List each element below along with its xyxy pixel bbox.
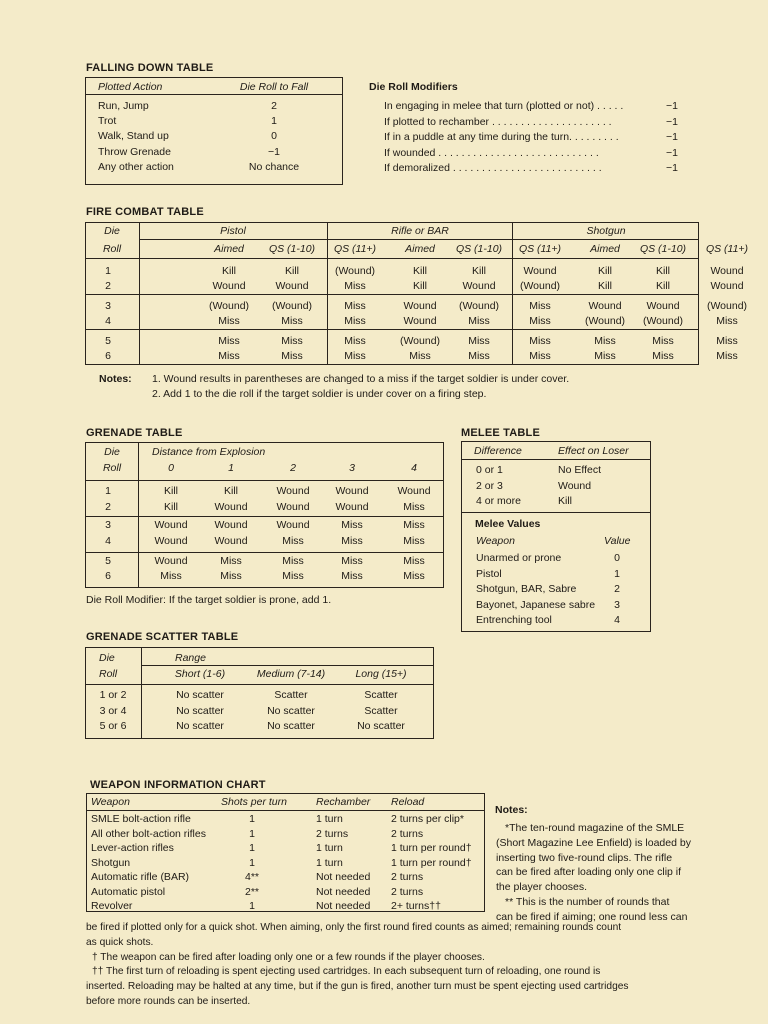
falling-table	[85, 77, 343, 185]
modifier-value: −1	[666, 115, 678, 128]
weapon-rechamber: 1 turn	[316, 856, 343, 869]
falling-row-roll: −1	[268, 145, 280, 158]
fire-cell: (Wound)	[458, 300, 500, 312]
melee-value-number: 2	[614, 583, 620, 595]
fire-row-die: 1	[105, 265, 111, 277]
grenade-col-header: 1	[228, 462, 234, 474]
weapon-footnote-line: inserted. Reloading may be halted at any time, but if the gun is fired, another turn must be spent ejecting used cartridges	[86, 981, 629, 993]
melee-header-difference: Difference	[474, 445, 522, 457]
weapon-footnote-line: before more rounds can be inserted.	[86, 996, 251, 1007]
weapon-note-line: can be fired after loading only one clip if	[496, 866, 682, 879]
scatter-cell: Scatter	[364, 704, 398, 717]
weapon-shots: 1	[249, 827, 255, 840]
fire-cell: Miss	[468, 335, 490, 347]
fire-cell: (Wound)	[208, 300, 250, 312]
grenade-col-header: 0	[168, 462, 174, 474]
fire-cell: Miss	[594, 335, 616, 347]
grenade-cell: Wound	[214, 535, 248, 547]
weapon-note-line: inserting two five-round clips. The rifle	[496, 851, 673, 864]
fire-cell: (Wound)	[334, 265, 376, 277]
grenade-cell: Miss	[282, 555, 304, 567]
weapon-chart	[86, 793, 485, 912]
grenade-col-header: 2	[290, 462, 296, 474]
weapon-name: Automatic pistol	[91, 885, 166, 898]
fire-notes-label: Notes:	[99, 373, 132, 385]
scatter-cell: No scatter	[176, 720, 224, 732]
grenade-cell: Wound	[214, 501, 248, 513]
falling-row-roll: 1	[271, 115, 277, 128]
weapon-shots: 1	[249, 842, 255, 854]
modifier-text: If in a puddle at any time during the turn. . . . . . . . .	[384, 131, 619, 143]
fire-cell: Kill	[284, 265, 300, 277]
scatter-cell: No scatter	[176, 689, 224, 701]
fire-cell: Wound	[523, 265, 557, 277]
fire-cell: Miss	[409, 350, 431, 362]
grenade-cell: Miss	[341, 570, 363, 582]
fire-sub-header: QS (1-10)	[639, 243, 687, 255]
weapon-name: Shotgun	[91, 856, 131, 869]
weapon-shots: 4**	[244, 871, 260, 883]
weapon-header: Reload	[391, 796, 425, 808]
fire-cell: Kill	[412, 280, 428, 292]
weapon-name: Automatic rifle (BAR)	[91, 871, 190, 883]
fire-cell: (Wound)	[399, 335, 441, 347]
weapon-header: Rechamber	[316, 796, 371, 808]
fire-combat-table	[85, 222, 749, 365]
scatter-col-header: Long (15+)	[355, 668, 407, 680]
melee-row-difference: 2 or 3	[476, 479, 503, 492]
fire-cell: Miss	[218, 335, 240, 347]
weapon-reload: 2 turns	[391, 885, 424, 898]
falling-row-action: Run, Jump	[98, 100, 149, 112]
grenade-col-header: 4	[411, 462, 417, 474]
weapon-shots: 1	[249, 813, 255, 825]
melee-table	[461, 441, 651, 632]
fire-sub-header: Aimed	[214, 243, 244, 255]
melee-row-effect: No Effect	[558, 464, 601, 476]
weapon-footnote-line: †† The first turn of reloading is spent ejecting used cartridges. In each subsequent turn of reloading, one round is	[92, 966, 601, 978]
grenade-cell: Miss	[403, 570, 425, 582]
scatter-cell: No scatter	[176, 704, 224, 717]
weapon-footnote-line: † The weapon can be fired after loading only one or a few rounds if the player chooses.	[92, 951, 485, 963]
fire-cell: Wound	[710, 280, 744, 292]
melee-value-weapon: Bayonet, Japanese sabre	[476, 598, 596, 611]
grenade-table	[85, 442, 444, 588]
scatter-cell: No scatter	[357, 720, 405, 732]
grenade-cell: Kill	[163, 501, 179, 513]
grenade-cell: Miss	[341, 519, 363, 531]
fire-sub-header: QS (11+)	[705, 243, 749, 255]
scatter-die-label: Die	[99, 652, 115, 664]
fire-row-die: 4	[105, 315, 111, 327]
weapon-footnote-line: be fired if plotted only for a quick shot. When aiming, only the first round fired counts as aimed; remaining rounds count	[86, 922, 622, 933]
weapon-note-line: *The ten-round magazine of the SMLE	[505, 822, 685, 834]
weapon-header: Weapon	[91, 796, 130, 808]
melee-value-number: 4	[614, 614, 620, 626]
weapon-rechamber: Not needed	[316, 885, 371, 898]
grenade-modifier: Die Roll Modifier: If the target soldier is prone, add 1.	[86, 594, 332, 606]
grenade-col-header: 3	[349, 462, 355, 474]
melee-values-title: Melee Values	[475, 518, 541, 530]
grenade-row-die: 1	[105, 485, 111, 497]
fire-cell: Miss	[652, 350, 674, 362]
melee-value-number: 1	[614, 567, 620, 580]
melee-row-difference: 0 or 1	[476, 464, 503, 476]
weapon-reload: 2 turns	[391, 871, 424, 883]
melee-value-weapon: Unarmed or prone	[476, 552, 562, 564]
grenade-cell: Wound	[154, 555, 188, 567]
fire-cell: Wound	[462, 280, 496, 292]
fire-cell: Kill	[597, 265, 613, 277]
scatter-range-label: Range	[175, 652, 206, 664]
fire-cell: Kill	[412, 265, 428, 277]
fire-cell: Kill	[597, 280, 613, 292]
weapon-shots: 1	[249, 900, 255, 912]
scatter-cell: No scatter	[267, 720, 315, 732]
weapon-reload: 2 turns per clip*	[391, 813, 464, 825]
grenade-distance-label: Distance from Explosion	[152, 446, 266, 458]
fire-die-label: Die	[104, 225, 120, 237]
melee-value-number: 0	[614, 552, 620, 564]
melee-value-weapon: Entrenching tool	[476, 614, 552, 626]
fire-cell: Miss	[218, 350, 240, 362]
grenade-roll-label: Roll	[102, 462, 122, 474]
grenade-row-die: 4	[105, 535, 111, 547]
melee-value-weapon: Shotgun, BAR, Sabre	[476, 583, 577, 595]
fire-cell: Miss	[218, 315, 240, 327]
modifier-text: In engaging in melee that turn (plotted or not) . . . . .	[384, 100, 624, 112]
grenade-cell: Wound	[154, 535, 188, 547]
fire-sub-header: Aimed	[590, 243, 620, 255]
grenade-cell: Wound	[154, 519, 188, 531]
modifier-text: If plotted to rechamber . . . . . . . . . . . . . . . . . . . . .	[384, 115, 612, 128]
fire-table-title: FIRE COMBAT TABLE	[86, 206, 204, 218]
melee-header-effect: Effect on Loser	[558, 445, 629, 457]
fire-cell: Wound	[275, 280, 309, 292]
grenade-cell: Miss	[403, 555, 425, 567]
weapon-note-line: can be fired if aiming; one round less can	[496, 910, 688, 923]
weapon-reload: 2 turns	[391, 827, 424, 840]
scatter-row-die: 1 or 2	[99, 689, 127, 701]
weapon-rechamber: Not needed	[316, 871, 371, 883]
fire-cell: Wound	[588, 300, 622, 312]
fire-cell: Miss	[344, 350, 366, 362]
grenade-row-die: 3	[105, 519, 111, 531]
grenade-cell: Miss	[220, 570, 242, 582]
fire-cell: Miss	[344, 315, 366, 327]
weapon-rechamber: 1 turn	[316, 813, 343, 825]
weapon-note-line: ** This is the number of rounds that	[505, 896, 670, 908]
falling-row-action: Any other action	[98, 160, 174, 173]
falling-row-action: Throw Grenade	[98, 145, 171, 158]
scatter-col-header: Medium (7-14)	[256, 668, 326, 680]
fire-cell: Wound	[403, 300, 437, 312]
fire-cell: Miss	[281, 335, 303, 347]
fire-cell: Wound	[710, 265, 744, 277]
modifier-text: If wounded . . . . . . . . . . . . . . . . . . . . . . . . . . . .	[384, 146, 599, 159]
fire-cell: Miss	[344, 280, 366, 292]
grenade-scatter-table	[85, 647, 434, 739]
weapon-note-line: (Short Magazine Lee Enfield) is loaded by	[496, 836, 691, 849]
weapon-name: Lever-action rifles	[91, 842, 174, 854]
weapon-footnote-line: as quick shots.	[86, 936, 154, 948]
weapon-notes-label: Notes:	[495, 804, 528, 816]
falling-row-roll: 0	[271, 130, 277, 143]
fire-cell: Miss	[529, 350, 551, 362]
weapon-reload: 2+ turns††	[391, 900, 441, 912]
grenade-cell: Kill	[223, 485, 239, 497]
grenade-die-label: Die	[104, 446, 120, 458]
weapon-chart-title: WEAPON INFORMATION CHART	[90, 779, 266, 791]
scatter-cell: Scatter	[274, 689, 308, 701]
fire-cell: (Wound)	[584, 315, 626, 327]
fire-cell: Miss	[716, 335, 738, 347]
fire-sub-header: QS (11+)	[333, 243, 377, 255]
grenade-cell: Wound	[335, 501, 369, 513]
falling-row-action: Trot	[98, 115, 117, 128]
grenade-row-die: 6	[105, 570, 111, 582]
modifier-text: If demoralized . . . . . . . . . . . . . . . . . . . . . . . . . .	[384, 162, 602, 174]
grenade-cell: Kill	[163, 485, 179, 497]
weapon-header: Shots per turn	[221, 796, 287, 808]
fire-note-1: 1. Wound results in parentheses are changed to a miss if the target soldier is under cover.	[152, 373, 570, 385]
fire-cell: Miss	[281, 350, 303, 362]
grenade-cell: Miss	[341, 535, 363, 547]
grenade-cell: Miss	[403, 519, 425, 531]
falling-table-title: FALLING DOWN TABLE	[86, 62, 214, 74]
grenade-cell: Wound	[276, 501, 310, 513]
fire-row-die: 5	[105, 335, 111, 347]
fire-sub-header: QS (1-10)	[455, 243, 503, 255]
fire-row-die: 2	[105, 280, 111, 292]
modifier-value: −1	[666, 162, 678, 174]
weapon-note-line: the player chooses.	[496, 881, 588, 894]
fire-cell: Miss	[529, 300, 551, 312]
grenade-cell: Miss	[220, 555, 242, 567]
weapon-name: SMLE bolt-action rifle	[91, 813, 191, 825]
weapon-shots: 1	[249, 856, 255, 869]
weapon-shots: 2**	[244, 885, 260, 898]
grenade-cell: Wound	[276, 485, 310, 497]
grenade-cell: Wound	[397, 485, 431, 497]
fire-cell: Miss	[716, 315, 738, 327]
grenade-cell: Wound	[214, 519, 248, 531]
fire-cell: Miss	[468, 315, 490, 327]
grenade-cell: Wound	[335, 485, 369, 497]
weapon-rechamber: 1 turn	[316, 842, 343, 854]
falling-row-roll: No chance	[248, 160, 300, 173]
falling-row-action: Walk, Stand up	[98, 130, 169, 143]
weapon-reload: 1 turn per round†	[391, 842, 472, 854]
fire-cell: Kill	[655, 280, 671, 292]
fire-row-die: 6	[105, 350, 111, 362]
modifier-value: −1	[666, 146, 678, 159]
fire-cell: Miss	[344, 300, 366, 312]
falling-header-action: Plotted Action	[98, 81, 163, 93]
fire-cell: (Wound)	[706, 300, 748, 312]
falling-row-roll: 2	[271, 100, 277, 112]
weapon-name: All other bolt-action rifles	[91, 827, 206, 840]
scatter-cell: No scatter	[267, 704, 315, 717]
fire-sub-header: QS (1-10)	[268, 243, 316, 255]
fire-cell: (Wound)	[519, 280, 561, 292]
scatter-cell: Scatter	[364, 689, 398, 701]
fire-sub-header: QS (11+)	[518, 243, 562, 255]
falling-header-roll: Die Roll to Fall	[239, 81, 309, 93]
melee-value-number: 3	[614, 598, 620, 611]
weapon-reload: 1 turn per round†	[391, 856, 472, 869]
grenade-cell: Miss	[403, 535, 425, 547]
fire-cell: Miss	[281, 315, 303, 327]
modifier-value: −1	[666, 131, 678, 143]
fire-cell: Wound	[212, 280, 246, 292]
grenade-table-title: GRENADE TABLE	[86, 427, 183, 439]
grenade-cell: Wound	[276, 519, 310, 531]
fire-cell: Kill	[655, 265, 671, 277]
fire-cell: Wound	[403, 315, 437, 327]
fire-sub-header: Aimed	[405, 243, 435, 255]
melee-row-effect: Wound	[558, 479, 592, 492]
fire-cell: Kill	[221, 265, 237, 277]
fire-cell: Miss	[529, 315, 551, 327]
fire-cell: Wound	[646, 300, 680, 312]
fire-cell: (Wound)	[642, 315, 684, 327]
melee-row-difference: 4 or more	[476, 495, 521, 507]
fire-cell: Miss	[594, 350, 616, 362]
modifier-value: −1	[666, 100, 678, 112]
fire-cell: Miss	[652, 335, 674, 347]
grenade-row-die: 2	[105, 501, 111, 513]
grenade-cell: Miss	[282, 535, 304, 547]
fire-row-die: 3	[105, 300, 111, 312]
melee-row-effect: Kill	[558, 495, 573, 507]
fire-cell: (Wound)	[271, 300, 313, 312]
scatter-table-title: GRENADE SCATTER TABLE	[86, 631, 239, 643]
fire-cell: Miss	[468, 350, 490, 362]
fire-note-2: 2. Add 1 to the die roll if the target soldier is under cover on a firing step.	[152, 388, 487, 400]
grenade-cell: Miss	[341, 555, 363, 567]
fire-group-header: Pistol	[220, 225, 246, 237]
fire-roll-label: Roll	[102, 243, 122, 255]
scatter-row-die: 3 or 4	[99, 704, 127, 717]
weapon-rechamber: 2 turns	[316, 827, 349, 840]
weapon-rechamber: Not needed	[316, 900, 371, 912]
fire-cell: Kill	[471, 265, 487, 277]
grenade-cell: Miss	[160, 570, 182, 582]
fire-cell: Miss	[529, 335, 551, 347]
melee-values-value-header: Value	[604, 535, 631, 547]
melee-table-title: MELEE TABLE	[461, 427, 540, 439]
modifiers-title: Die Roll Modifiers	[369, 81, 458, 93]
fire-cell: Miss	[344, 335, 366, 347]
scatter-roll-label: Roll	[99, 668, 118, 680]
melee-values-weapon-header: Weapon	[476, 535, 515, 547]
fire-group-header: Shotgun	[586, 225, 626, 237]
grenade-cell: Miss	[403, 501, 425, 513]
scatter-col-header: Short (1-6)	[174, 668, 226, 680]
grenade-row-die: 5	[105, 555, 111, 567]
fire-group-header: Rifle or BAR	[391, 225, 449, 237]
melee-value-weapon: Pistol	[476, 567, 502, 580]
weapon-name: Revolver	[91, 900, 133, 912]
scatter-row-die: 5 or 6	[99, 720, 127, 732]
fire-cell: Miss	[716, 350, 738, 362]
grenade-cell: Miss	[282, 570, 304, 582]
